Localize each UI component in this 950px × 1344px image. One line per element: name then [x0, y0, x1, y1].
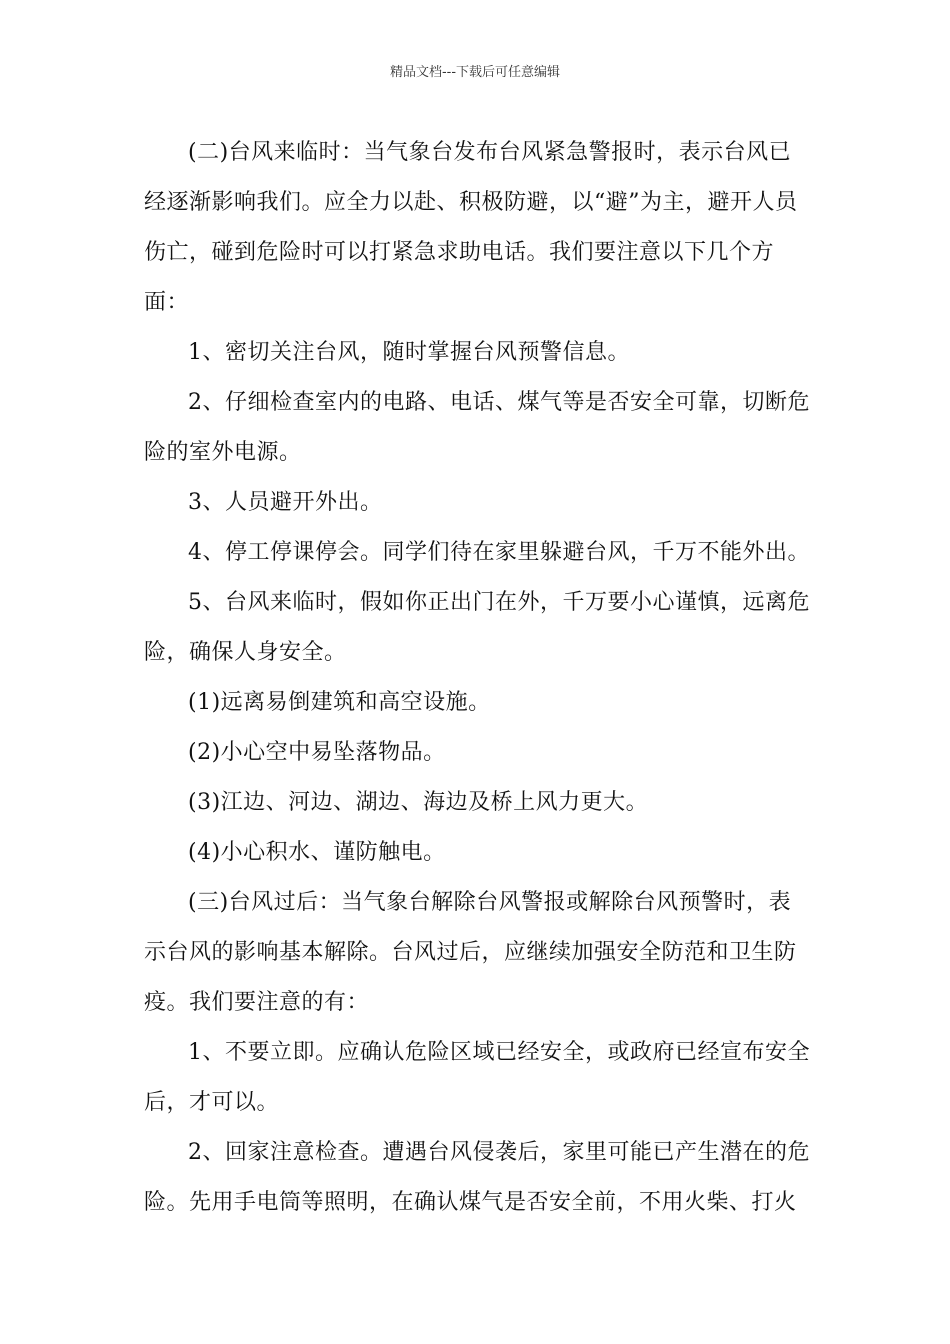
paragraph-subitem-1: (1)远离易倒建筑和高空设施。: [188, 690, 491, 715]
paragraph-subitem-2: (2)小心空中易坠落物品。: [188, 740, 446, 765]
paragraph-item-3: 3、人员避开外出。: [188, 490, 383, 515]
paragraph-item-1: 1、密切关注台风，随时掌握台风预警信息。: [188, 340, 630, 365]
paragraph-subitem-3: (3)江边、河边、湖边、海边及桥上风力更大。: [188, 790, 649, 815]
paragraph-section-3-intro: (三)台风过后：当气象台解除台风警报或解除台风预警时，表示台风的影响基本解除。台风过后，应继续加强安全防范和卫生防疫。我们要注意的有：: [144, 890, 797, 1015]
paragraph-section-2-intro: (二)台风来临时：当气象台发布台风紧急警报时，表示台风已经逐渐影响我们。应全力以赴、积极防避，以“避”为主，避开人员伤亡，碰到危险时可以打紧急求助电话。我们要注意以下几个方面：: [144, 140, 798, 315]
page-header: 精品文档---下载后可任意编辑: [389, 65, 561, 80]
paragraph-item-4: 4、停工停课停会。同学们待在家里躲避台风，千万不能外出。: [188, 540, 810, 565]
paragraph-after-item-2: 2、回家注意检查。遭遇台风侵袭后，家里可能已产生潜在的危险。先用手电筒等照明，在确认煤气是否安全前，不用火柴、打火: [144, 1140, 810, 1215]
document-body: [144, 128, 810, 1228]
paragraph-item-2: 2、仔细检查室内的电路、电话、煤气等是否安全可靠，切断危险的室外电源。: [144, 390, 810, 465]
paragraph-item-5: 5、台风来临时，假如你正出门在外，千万要小心谨慎，远离危险，确保人身安全。: [144, 590, 810, 665]
paragraph-after-item-1: 1、不要立即。应确认危险区域已经安全，或政府已经宣布安全后，才可以。: [144, 1040, 810, 1115]
paragraph-subitem-4: (4)小心积水、谨防触电。: [188, 840, 446, 865]
